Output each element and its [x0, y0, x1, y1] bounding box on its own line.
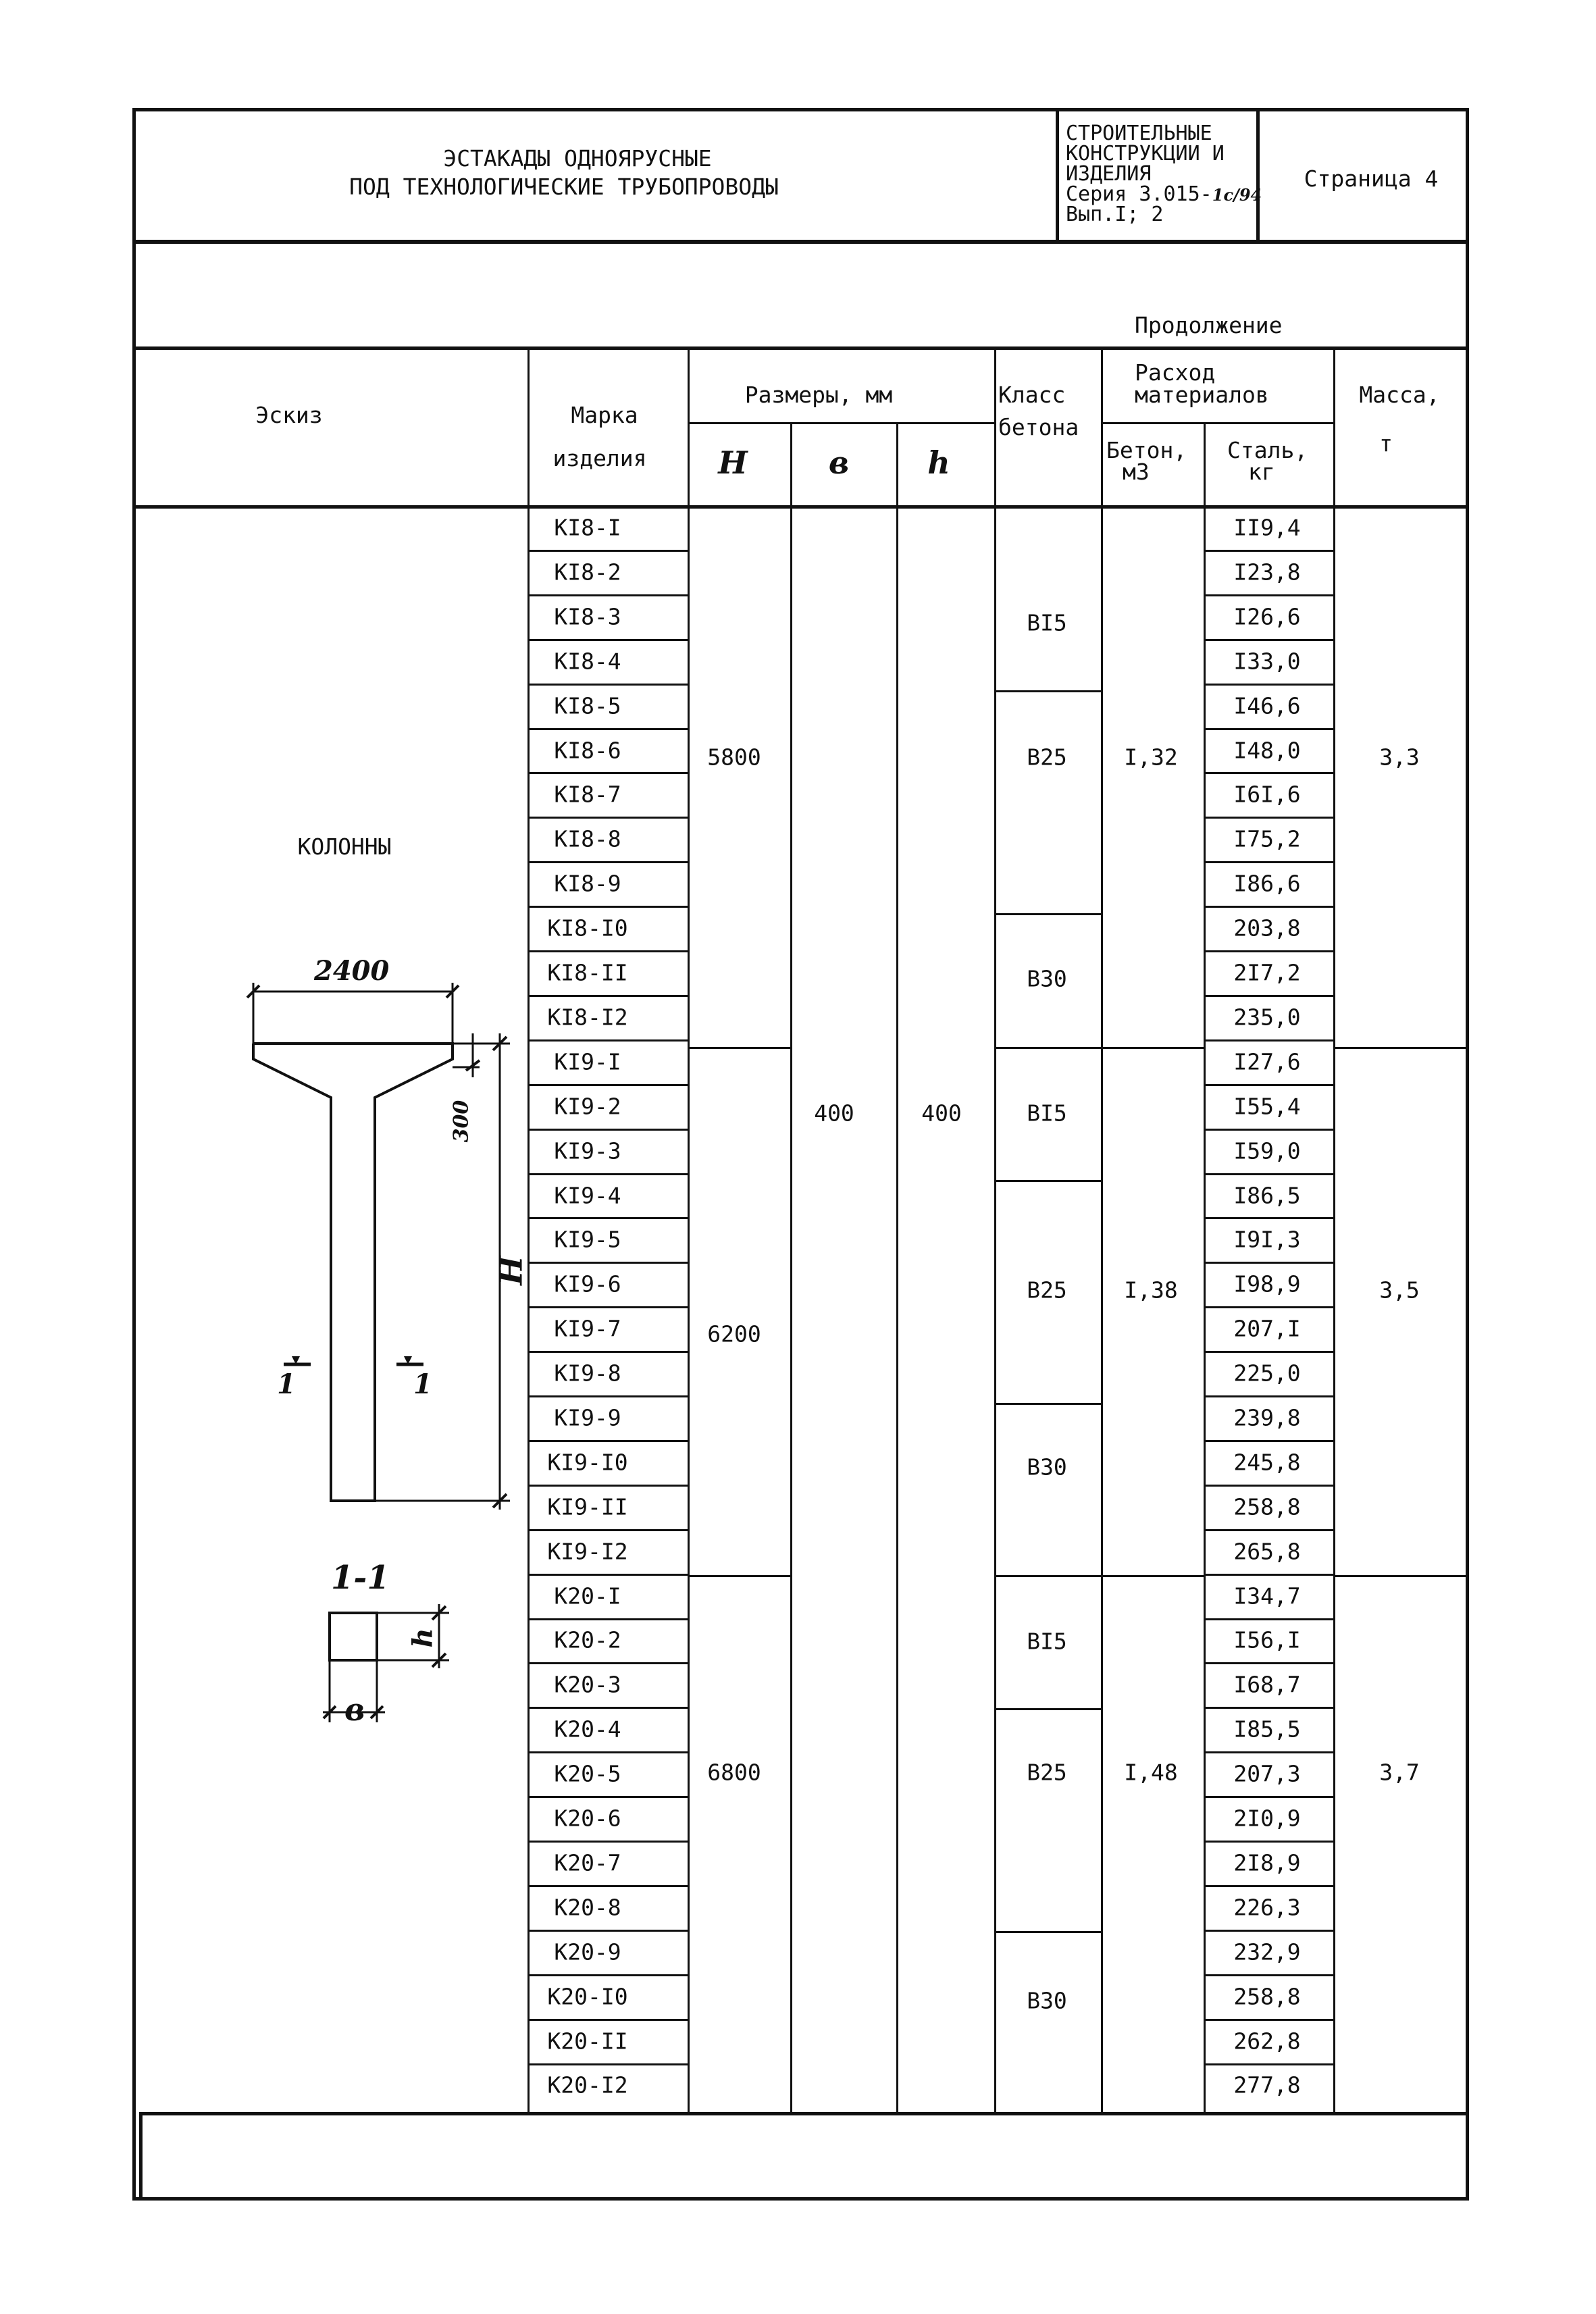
steel-cell: I34,7: [1233, 1583, 1301, 1610]
row-line-mark: [527, 1485, 688, 1487]
class-line-6: [994, 1575, 1101, 1577]
stamp-line3: ИЗДЕЛИЯ: [1066, 162, 1152, 186]
steel-cell: 262,8: [1233, 2028, 1301, 2055]
mark-cell: КI8-3: [554, 603, 621, 630]
stamp-line2: КОНСТРУКЦИИ И: [1066, 142, 1225, 165]
concrete-cell-2: I,38: [1124, 1277, 1178, 1304]
mark-cell: КI9-2: [554, 1093, 621, 1120]
row-line-mark: [527, 1395, 688, 1397]
mark-cell: К20-6: [554, 1805, 621, 1832]
sketch-dim-2400: 2400: [314, 955, 390, 987]
concrete-cell-1: I,32: [1124, 744, 1178, 771]
row-line-mark: [527, 1351, 688, 1353]
mark-cell: К20-4: [554, 1716, 621, 1743]
col-line-class: [994, 346, 996, 2112]
steel-cell: I98,9: [1233, 1270, 1301, 1297]
mark-cell: К20-I0: [547, 1983, 628, 2010]
row-line-steel: [1204, 594, 1333, 596]
mark-cell: КI9-9: [554, 1404, 621, 1431]
steel-cell: 232,9: [1233, 1938, 1301, 1965]
col-header-steel-2: кг: [1248, 459, 1275, 485]
steel-cell: I26,6: [1233, 603, 1301, 630]
row-line-mark: [527, 1796, 688, 1798]
table-header-bottom-border: [132, 505, 1469, 509]
table-top-border: [132, 346, 1469, 350]
continuation-label: Продолжение: [1135, 312, 1283, 338]
row-line-steel: [1204, 2019, 1333, 2021]
mark-cell: КI9-I0: [547, 1449, 628, 1476]
sketch-dim-300: 300: [449, 1100, 473, 1143]
row-line-mark: [527, 594, 688, 596]
col-line-mark: [527, 346, 530, 2112]
row-line-steel: [1204, 1262, 1333, 1264]
height-cell-2: 6200: [707, 1320, 761, 1347]
row-line-steel: [1204, 2063, 1333, 2065]
mark-cell: К20-3: [554, 1671, 621, 1698]
row-line-steel: [1204, 728, 1333, 730]
class-cell-6: B30: [1027, 1454, 1067, 1481]
col-line-steel: [1204, 422, 1206, 2112]
row-line-steel: [1204, 684, 1333, 686]
steel-cell: I27,6: [1233, 1048, 1301, 1075]
row-line-steel: [1204, 1751, 1333, 1753]
row-line-mark: [527, 1618, 688, 1620]
steel-cell: II9,4: [1233, 514, 1301, 541]
col-line-concrete: [1101, 346, 1103, 2112]
class-cell-2: B25: [1027, 744, 1067, 771]
mark-cell: КI8-9: [554, 870, 621, 897]
col-header-concrete-1: Бетон,: [1106, 437, 1187, 463]
col-header-mark-1: Марка: [571, 402, 638, 428]
mark-cell: К20-5: [554, 1760, 621, 1787]
page-label: Страница 4: [1304, 165, 1439, 192]
steel-cell: I86,5: [1233, 1182, 1301, 1208]
steel-cell: I55,4: [1233, 1093, 1301, 1120]
mark-cell: КI9-7: [554, 1315, 621, 1342]
header-title-line2: ПОД ТЕХНОЛОГИЧЕСКИЕ ТРУБОПРОВОДЫ: [349, 174, 779, 200]
table-body-bottom-border: [527, 2112, 1469, 2115]
row-line-steel: [1204, 1618, 1333, 1620]
header-frame: [132, 108, 1469, 243]
col-header-consumption-1: Расход: [1135, 359, 1216, 386]
col-header-dim-h: h: [927, 444, 950, 481]
row-line-mark: [527, 1930, 688, 1932]
steel-cell: I9I,3: [1233, 1226, 1301, 1253]
steel-cell: I46,6: [1233, 692, 1301, 719]
row-line-mark: [527, 2063, 688, 2065]
row-line-mark: [527, 1751, 688, 1753]
stamp-line5: Вып.I; 2: [1066, 203, 1164, 226]
steel-cell: I33,0: [1233, 648, 1301, 675]
row-line-mark: [527, 1173, 688, 1175]
row-line-steel: [1204, 1084, 1333, 1086]
steel-cell: I68,7: [1233, 1671, 1301, 1698]
steel-cell: 2I0,9: [1233, 1805, 1301, 1832]
row-line-steel: [1204, 1306, 1333, 1308]
class-cell-8: B25: [1027, 1759, 1067, 1786]
mark-cell: К20-8: [554, 1894, 621, 1921]
class-line-7: [994, 1708, 1101, 1710]
steel-cell: 226,3: [1233, 1894, 1301, 1921]
sketch-dim-H: H: [492, 1256, 530, 1285]
steel-cell: 2I8,9: [1233, 1849, 1301, 1876]
steel-cell: I48,0: [1233, 737, 1301, 763]
row-line-mark: [527, 684, 688, 686]
col-header-mark-2: изделия: [552, 445, 647, 471]
class-cell-9: B30: [1027, 1987, 1067, 2014]
row-line-mark: [527, 1841, 688, 1843]
dims-sub-line: [688, 422, 994, 424]
col-header-consumption-2: материалов: [1135, 382, 1269, 408]
col-header-class-2: бетона: [998, 414, 1079, 440]
row-line-steel: [1204, 1707, 1333, 1709]
row-line-steel: [1204, 1841, 1333, 1843]
row-line-steel: [1204, 1974, 1333, 1976]
row-line-steel: [1204, 817, 1333, 819]
row-line-mark: [527, 1084, 688, 1086]
steel-cell: I23,8: [1233, 559, 1301, 586]
class-line-1: [994, 690, 1101, 692]
mark-cell: КI8-4: [554, 648, 621, 675]
stamp-series: Серия 3.015-: [1066, 182, 1212, 206]
row-line-steel: [1204, 1173, 1333, 1175]
steel-cell: I59,0: [1233, 1137, 1301, 1164]
mark-cell: КI9-8: [554, 1360, 621, 1387]
row-line-mark: [527, 817, 688, 819]
col-line-mass: [1333, 346, 1335, 2112]
mass-cell-3: 3,7: [1379, 1759, 1420, 1786]
steel-cell: 235,0: [1233, 1004, 1301, 1031]
mark-cell: КI8-7: [554, 781, 621, 808]
class-line-8: [994, 1931, 1101, 1933]
group-line-H-2: [688, 1575, 790, 1577]
steel-cell: 245,8: [1233, 1449, 1301, 1476]
consumption-sub-line: [1101, 422, 1333, 424]
row-line-steel: [1204, 1796, 1333, 1798]
sketch-section-b: в: [344, 1691, 365, 1728]
col-header-concrete-2: м3: [1123, 459, 1150, 485]
steel-cell: 225,0: [1233, 1360, 1301, 1387]
steel-cell: 207,3: [1233, 1760, 1301, 1787]
mark-cell: КI8-6: [554, 737, 621, 763]
row-line-mark: [527, 1885, 688, 1887]
mark-cell: КI8-II: [547, 959, 628, 986]
row-line-mark: [527, 1039, 688, 1042]
row-line-steel: [1204, 1440, 1333, 1442]
height-h-cell: 400: [921, 1100, 962, 1127]
concrete-cell-3: I,48: [1124, 1759, 1178, 1786]
mark-cell: КI9-I: [554, 1048, 621, 1075]
column-sketch: [135, 932, 530, 1770]
row-line-mark: [527, 639, 688, 641]
row-line-mark: [527, 1217, 688, 1219]
steel-cell: I85,5: [1233, 1716, 1301, 1743]
row-line-mark: [527, 1662, 688, 1664]
steel-cell: 258,8: [1233, 1493, 1301, 1520]
mark-cell: КI8-I: [554, 514, 621, 541]
mark-cell: КI8-I2: [547, 1004, 628, 1031]
class-line-4: [994, 1180, 1101, 1182]
row-line-mark: [527, 728, 688, 730]
group-line-concrete-2: [1101, 1575, 1204, 1577]
steel-cell: 239,8: [1233, 1404, 1301, 1431]
row-line-mark: [527, 1529, 688, 1531]
col-line-b: [790, 422, 792, 2112]
sketch-label: КОЛОННЫ: [297, 833, 392, 860]
mark-cell: КI8-8: [554, 825, 621, 852]
row-line-steel: [1204, 1395, 1333, 1397]
row-line-mark: [527, 1129, 688, 1131]
mark-cell: К20-2: [554, 1626, 621, 1653]
mark-cell: КI8-I0: [547, 915, 628, 942]
col-line-H: [688, 346, 690, 2112]
col-header-steel-1: Сталь,: [1227, 437, 1308, 463]
stamp-line1: СТРОИТЕЛЬНЫЕ: [1066, 122, 1212, 145]
col-line-h: [896, 422, 898, 2112]
row-line-mark: [527, 1306, 688, 1308]
row-line-mark: [527, 1574, 688, 1576]
mark-cell: КI8-2: [554, 559, 621, 586]
class-line-3: [994, 1047, 1101, 1049]
steel-cell: 258,8: [1233, 1983, 1301, 2010]
mark-cell: КI9-II: [547, 1493, 628, 1520]
mark-cell: КI9-I2: [547, 1538, 628, 1565]
mark-cell: КI8-5: [554, 692, 621, 719]
row-line-mark: [527, 772, 688, 774]
mark-cell: КI9-5: [554, 1226, 621, 1253]
row-line-steel: [1204, 1039, 1333, 1042]
footer-frame: [139, 2112, 1469, 2201]
row-line-steel: [1204, 1129, 1333, 1131]
steel-cell: 265,8: [1233, 1538, 1301, 1565]
row-line-mark: [527, 550, 688, 552]
group-line-concrete-1: [1101, 1047, 1204, 1049]
mark-cell: КI9-3: [554, 1137, 621, 1164]
row-line-steel: [1204, 1351, 1333, 1353]
steel-cell: 203,8: [1233, 915, 1301, 942]
row-line-mark: [527, 1974, 688, 1976]
row-line-mark: [527, 906, 688, 908]
row-line-steel: [1204, 639, 1333, 641]
sketch-section-title: 1-1: [331, 1559, 390, 1597]
steel-cell: I56,I: [1233, 1626, 1301, 1653]
mark-cell: К20-I: [554, 1583, 621, 1610]
col-header-mass-1: Масса,: [1359, 382, 1440, 408]
row-line-steel: [1204, 1485, 1333, 1487]
steel-cell: I6I,6: [1233, 781, 1301, 808]
steel-cell: 207,I: [1233, 1315, 1301, 1342]
row-line-mark: [527, 950, 688, 952]
mark-cell: КI9-6: [554, 1270, 621, 1297]
row-line-steel: [1204, 995, 1333, 997]
col-header-dim-H: H: [718, 444, 748, 481]
class-cell-5: B25: [1027, 1277, 1067, 1304]
mark-cell: К20-II: [547, 2028, 628, 2055]
row-line-steel: [1204, 772, 1333, 774]
row-line-steel: [1204, 1930, 1333, 1932]
group-line-mass-2: [1333, 1575, 1469, 1577]
row-line-steel: [1204, 1574, 1333, 1576]
row-line-mark: [527, 1440, 688, 1442]
class-cell-1: BI5: [1027, 609, 1067, 636]
group-line-mass-1: [1333, 1047, 1469, 1049]
row-line-steel: [1204, 906, 1333, 908]
mark-cell: К20-7: [554, 1849, 621, 1876]
class-cell-3: B30: [1027, 965, 1067, 992]
row-line-steel: [1204, 550, 1333, 552]
col-header-dim-b: в: [828, 444, 850, 481]
steel-cell: I86,6: [1233, 870, 1301, 897]
row-line-mark: [527, 1707, 688, 1709]
row-line-mark: [527, 861, 688, 863]
height-cell-3: 6800: [707, 1759, 761, 1786]
header-divider-1: [1056, 108, 1059, 243]
mass-cell-1: 3,3: [1379, 744, 1420, 771]
class-line-2: [994, 913, 1101, 915]
row-line-steel: [1204, 1662, 1333, 1664]
class-cell-4: BI5: [1027, 1100, 1067, 1127]
col-header-sketch: Эскиз: [255, 402, 323, 428]
sketch-section-mark-right: 1: [413, 1368, 432, 1400]
mark-cell: КI9-4: [554, 1182, 621, 1208]
header-title-line1: ЭСТАКАДЫ ОДНОЯРУСНЫЕ: [443, 145, 712, 172]
mark-cell: К20-9: [554, 1938, 621, 1965]
class-line-5: [994, 1403, 1101, 1405]
col-header-dims: Размеры, мм: [744, 382, 893, 408]
steel-cell: I75,2: [1233, 825, 1301, 852]
row-line-steel: [1204, 1885, 1333, 1887]
row-line-steel: [1204, 1529, 1333, 1531]
steel-cell: 277,8: [1233, 2072, 1301, 2099]
mass-cell-2: 3,5: [1379, 1277, 1420, 1304]
col-header-class-1: Класс: [998, 382, 1066, 408]
stamp-series-handwritten: 1с/94: [1212, 185, 1262, 205]
row-line-steel: [1204, 861, 1333, 863]
row-line-mark: [527, 995, 688, 997]
mark-cell: К20-I2: [547, 2072, 628, 2099]
col-header-mass-2: т: [1379, 430, 1393, 457]
width-b-cell: 400: [814, 1100, 854, 1127]
row-line-mark: [527, 2019, 688, 2021]
row-line-steel: [1204, 950, 1333, 952]
sketch-section-mark-left: 1: [277, 1368, 296, 1400]
group-line-H-1: [688, 1047, 790, 1049]
sketch-section-h: h: [407, 1628, 439, 1648]
class-cell-7: BI5: [1027, 1628, 1067, 1655]
height-cell-1: 5800: [707, 744, 761, 771]
row-line-mark: [527, 1262, 688, 1264]
header-divider-2: [1256, 108, 1260, 243]
row-line-steel: [1204, 1217, 1333, 1219]
steel-cell: 2I7,2: [1233, 959, 1301, 986]
